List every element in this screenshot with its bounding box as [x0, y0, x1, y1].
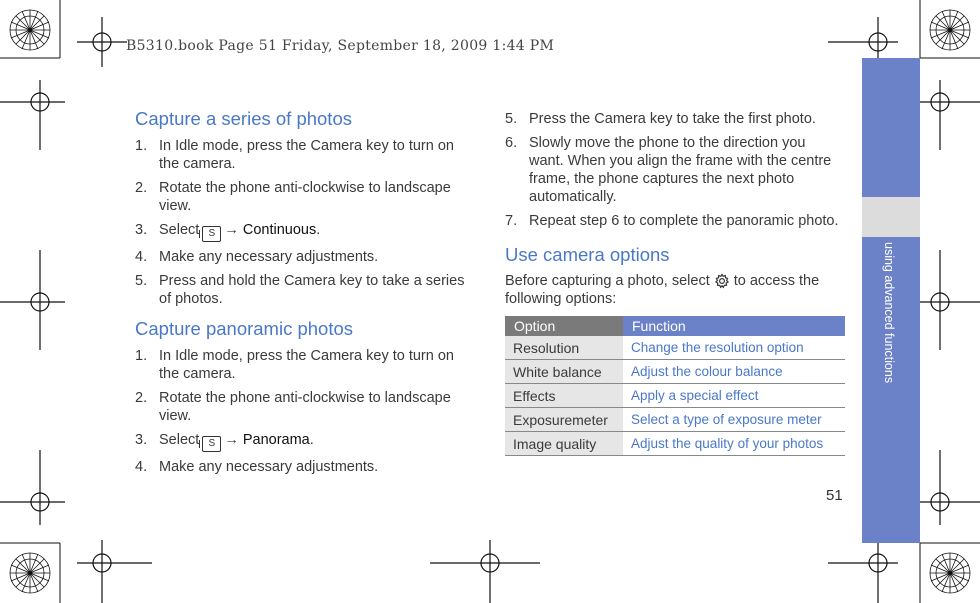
steps-panorama-continued	[505, 110, 847, 236]
table-row	[505, 360, 845, 384]
option-cell: Image quality	[505, 432, 623, 456]
list-item: 4. Make any necessary adjustments.	[135, 249, 379, 265]
list-item: 3. Select S → Continuous.	[135, 221, 470, 242]
function-cell: Adjust the colour balance	[623, 360, 845, 384]
list-item: 1. In Idle mode, press the Camera key to turn on the camera.	[135, 138, 454, 172]
gear-icon	[714, 273, 730, 289]
camera-shooting-mode-icon: S	[202, 226, 221, 242]
option-cell: Effects	[505, 384, 623, 408]
print-file-info: B5310.book Page 51 Friday, September 18, 2009 1:44 PM	[126, 38, 555, 54]
list-item: 5. Press the Camera key to take the first photo.	[505, 111, 816, 127]
steps-panorama	[135, 347, 470, 482]
page-number: 51	[826, 487, 843, 504]
list-item: 2. Rotate the phone anti-clockwise to landscape view.	[135, 180, 451, 214]
function-cell: Apply a special effect	[623, 384, 845, 408]
option-cell: Resolution	[505, 336, 623, 360]
column-header-function: Function	[623, 316, 845, 336]
table-row	[505, 408, 845, 432]
function-cell: Adjust the quality of your photos	[623, 432, 845, 456]
section-title-series: Capture a series of photos	[135, 108, 352, 129]
steps-series	[135, 137, 470, 314]
camera-shooting-mode-icon: S	[202, 436, 221, 452]
column-header-option: Option	[505, 316, 623, 336]
list-item: 5. Press and hold the Camera key to take a series of photos.	[135, 273, 465, 307]
list-item: 4. Make any necessary adjustments.	[135, 459, 379, 475]
table-row	[505, 336, 845, 360]
list-item: 7. Repeat step 6 to complete the panoramic photo.	[505, 213, 839, 229]
option-cell: Exposuremeter	[505, 408, 623, 432]
option-cell: White balance	[505, 360, 623, 384]
table-header-row	[505, 316, 845, 336]
section-title-panorama: Capture panoramic photos	[135, 318, 354, 339]
function-cell: Select a type of exposure meter	[623, 408, 845, 432]
list-item: 3. Select S → Panorama.	[135, 431, 470, 452]
section-title-camera-options: Use camera options	[505, 244, 670, 265]
list-item: 6. Slowly move the phone to the direction you want. When you align the frame with the centre frame, the phone captures the next photo automatically.	[505, 135, 832, 205]
camera-options-table	[505, 316, 845, 456]
camera-options-intro: Before capturing a photo, select to access the following options:	[505, 273, 820, 307]
table-row	[505, 432, 845, 456]
sidebar-tab-marker	[862, 197, 920, 237]
list-item: 1. In Idle mode, press the Camera key to turn on the camera.	[135, 348, 454, 382]
sidebar-chapter-label: using advanced functions	[882, 242, 896, 384]
table-row	[505, 384, 845, 408]
list-item: 2. Rotate the phone anti-clockwise to landscape view.	[135, 390, 451, 424]
function-cell: Change the resolution option	[623, 336, 845, 360]
